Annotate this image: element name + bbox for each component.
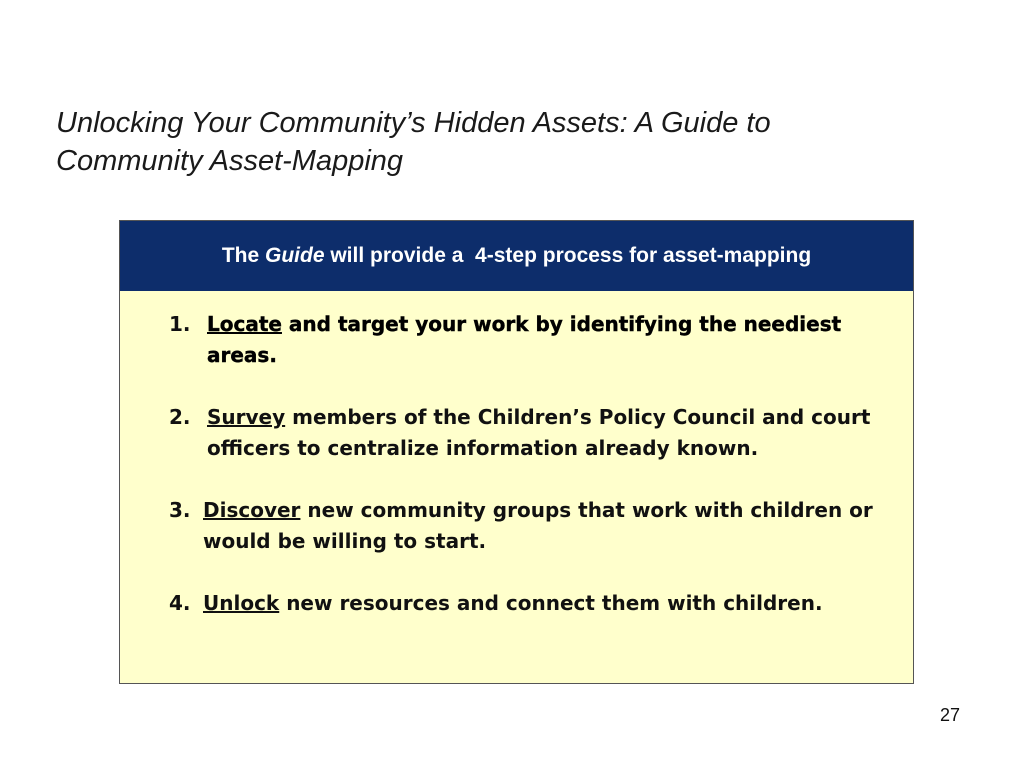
steps-box xyxy=(119,220,914,684)
header-text-before: The xyxy=(221,244,265,267)
slide-title-line-2: Community Asset-Mapping xyxy=(56,145,404,177)
step-item-1 xyxy=(166,309,886,371)
step-text: members of the Children’s Policy Council and court officers to centralize information already known. xyxy=(207,405,871,460)
page-number: 27 xyxy=(939,705,960,725)
header-text-after: will provide a 4-step process for asset-mapping xyxy=(324,244,812,267)
step-number: 2. xyxy=(169,405,191,429)
step-number: 1. xyxy=(169,312,191,336)
step-item-4 xyxy=(166,588,886,619)
step-text: new community groups that work with children or would be willing to start. xyxy=(203,498,873,553)
slide-title xyxy=(56,104,956,180)
steps-box-header xyxy=(120,221,913,291)
step-number: 4. xyxy=(169,591,191,615)
step-keyword: Survey xyxy=(207,405,286,429)
step-text: new resources and connect them with children. xyxy=(279,591,823,615)
step-keyword: Unlock xyxy=(203,591,280,615)
step-text: and target your work by identifying the neediest areas. xyxy=(207,312,842,367)
slide-title-line-1: Unlocking Your Community’s Hidden Assets: A Guide to xyxy=(56,107,771,139)
step-item-2 xyxy=(166,402,886,464)
step-keyword: Locate xyxy=(207,312,282,336)
step-keyword: Discover xyxy=(203,498,301,522)
step-item-3 xyxy=(166,495,886,557)
step-number: 3. xyxy=(169,498,191,522)
header-text-emphasis: Guide xyxy=(265,244,325,267)
steps-list xyxy=(166,309,886,650)
